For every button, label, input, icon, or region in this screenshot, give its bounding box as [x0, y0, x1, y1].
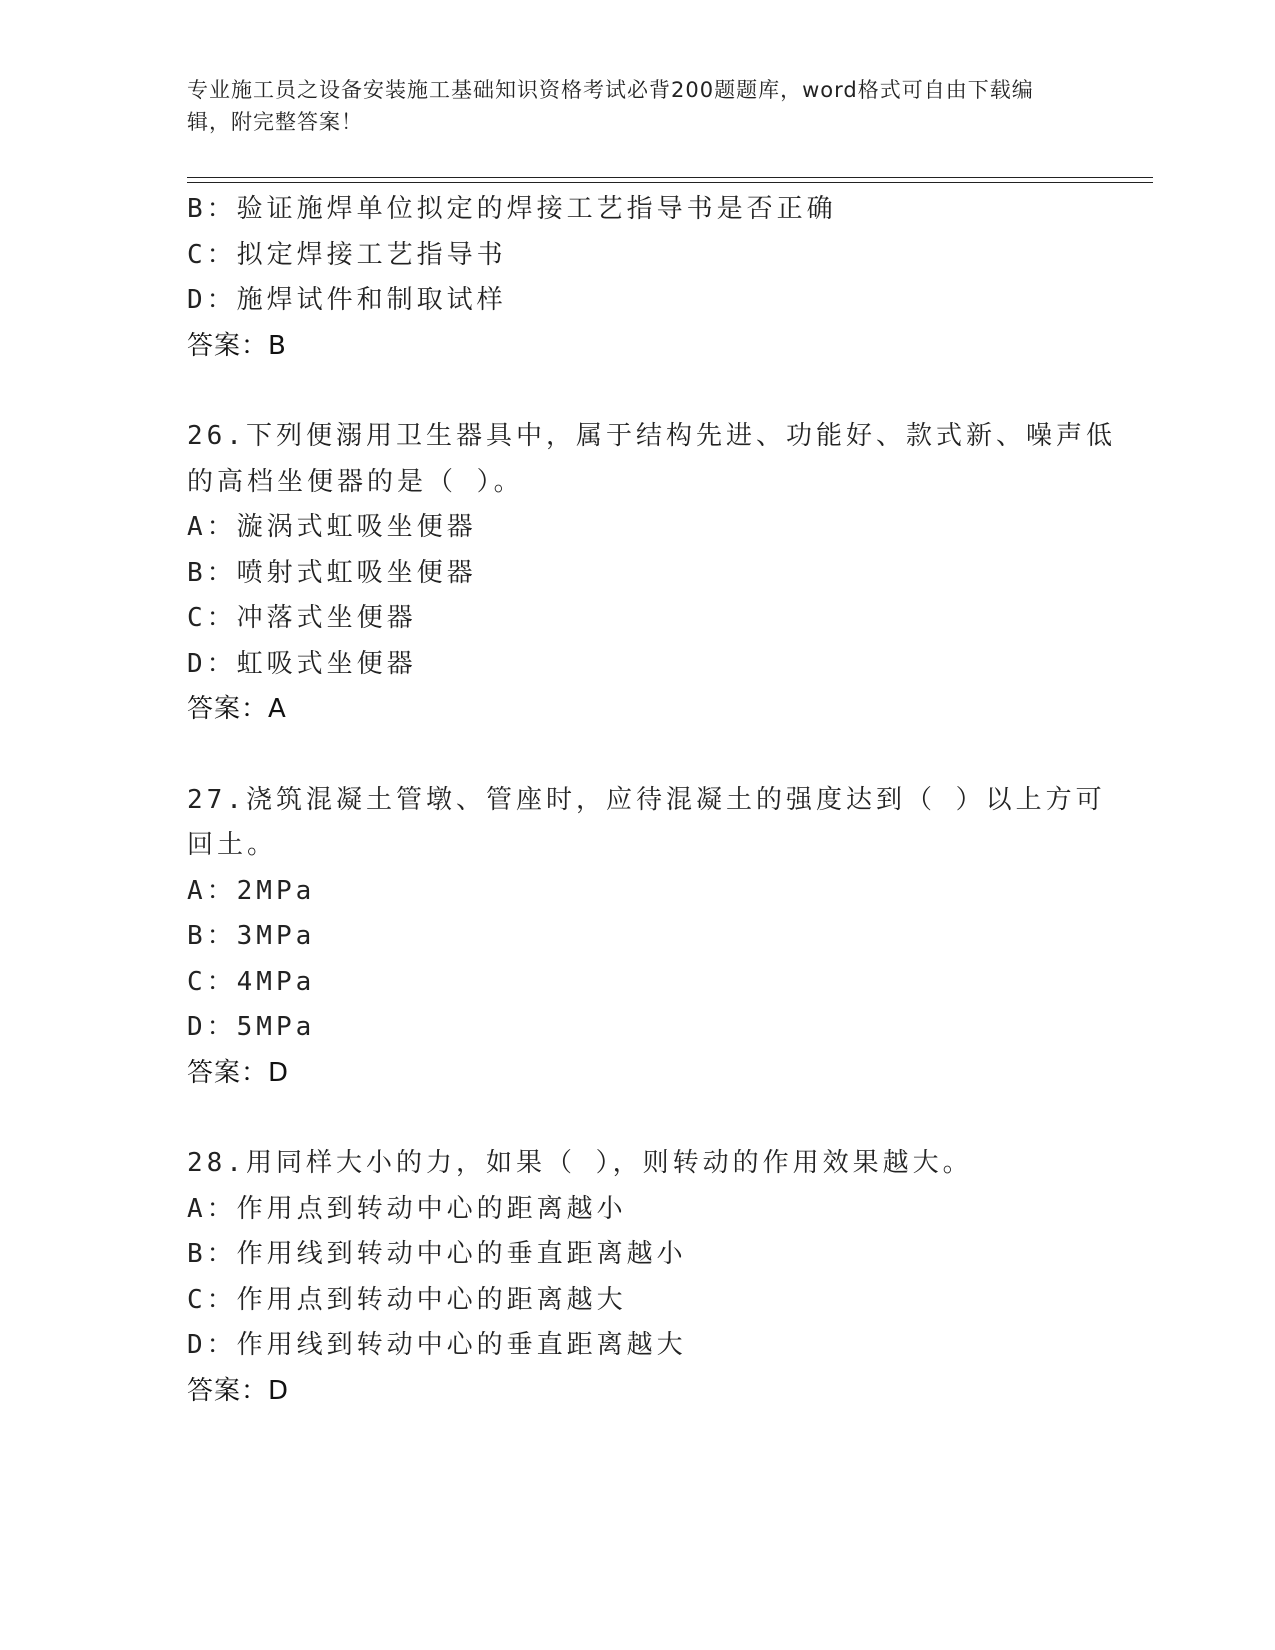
spacer: [187, 1096, 1087, 1141]
question-stem-line: 回土。: [187, 830, 278, 860]
question-26: [187, 414, 1116, 733]
answer-label: 答案：B: [187, 330, 287, 361]
header-rule-bottom: [187, 182, 1153, 183]
prev-question-block: [187, 187, 1087, 369]
option-b: B：3MPa: [187, 921, 316, 951]
option-c: C：冲落式坐便器: [187, 603, 417, 633]
option-c: C：拟定焊接工艺指导书: [187, 239, 507, 270]
question-content: [187, 187, 1116, 1414]
spacer: [187, 369, 1087, 414]
question-stem-line: 26.下列便溺用卫生器具中，属于结构先进、功能好、款式新、噪声低: [187, 421, 1116, 451]
question-stem-line: 28.用同样大小的力，如果（ ），则转动的作用效果越大。: [187, 1148, 973, 1178]
option-d: D：5MPa: [187, 1012, 316, 1042]
option-b: B：验证施焊单位拟定的焊接工艺指导书是否正确: [187, 194, 837, 224]
option-b: B：作用线到转动中心的垂直距离越小: [187, 1239, 687, 1269]
question-27: [187, 778, 1106, 1097]
spacer: [187, 733, 1087, 778]
question-28: [187, 1141, 1087, 1414]
option-a: A：漩涡式虹吸坐便器: [187, 512, 477, 542]
option-d: D：施焊试件和制取试样: [187, 285, 507, 315]
answer-label: 答案：A: [187, 694, 287, 724]
option-d: D：作用线到转动中心的垂直距离越大: [187, 1330, 687, 1360]
question-stem-line: 的高档坐便器的是（ ）。: [187, 466, 524, 497]
document-header: 专业施工员之设备安装施工基础知识资格考试必背200题题库，word格式可自由下载编辑，附完整答案！: [187, 78, 1034, 134]
option-a: A：作用点到转动中心的距离越小: [187, 1193, 627, 1224]
header-rule-top: [187, 177, 1153, 178]
option-d: D：虹吸式坐便器: [187, 648, 417, 679]
question-stem-line: 27.浇筑混凝土管墩、管座时，应待混凝土的强度达到（ ）以上方可: [187, 784, 1106, 815]
option-b: B：喷射式虹吸坐便器: [187, 557, 477, 588]
answer-label: 答案：D: [187, 1375, 290, 1406]
option-c: C：4MPa: [187, 966, 316, 997]
option-a: A：2MPa: [187, 875, 316, 906]
option-c: C：作用点到转动中心的距离越大: [187, 1284, 627, 1315]
answer-label: 答案：D: [187, 1057, 290, 1088]
